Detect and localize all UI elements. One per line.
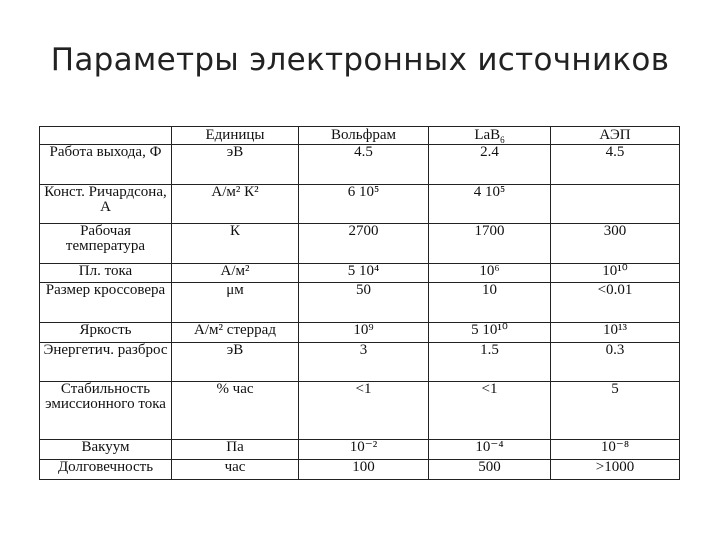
table-row	[40, 145, 680, 185]
header-lab6-base: LaB	[474, 127, 501, 143]
aep-cell: 300	[551, 224, 680, 264]
aep-cell: 5	[551, 382, 680, 440]
param-cell: Работа выхода, Ф	[40, 145, 172, 185]
tungsten-cell: 3	[299, 342, 429, 382]
param-cell: Рабочая температура	[40, 224, 172, 264]
table-row	[40, 460, 680, 480]
unit-cell: Па	[172, 440, 299, 460]
table-row	[40, 283, 680, 323]
param-cell: Энергетич. разброс	[40, 342, 172, 382]
param-cell: Размер кроссовера	[40, 283, 172, 323]
unit-cell: % час	[172, 382, 299, 440]
lab6-cell: 5 10¹⁰	[429, 322, 551, 342]
aep-cell: 10⁻⁸	[551, 440, 680, 460]
header-tungsten: Вольфрам	[299, 127, 429, 145]
aep-cell: >1000	[551, 460, 680, 480]
unit-cell: К	[172, 224, 299, 264]
unit-cell: А/м²	[172, 263, 299, 283]
lab6-cell: 10	[429, 283, 551, 323]
parameters-table	[39, 126, 680, 480]
unit-cell: μм	[172, 283, 299, 323]
header-lab6-subscript: 6	[500, 135, 505, 145]
unit-cell: час	[172, 460, 299, 480]
lab6-cell: <1	[429, 382, 551, 440]
param-cell: Долговечность	[40, 460, 172, 480]
tungsten-cell: 5 10⁴	[299, 263, 429, 283]
lab6-cell: 1.5	[429, 342, 551, 382]
unit-cell: А/м² стеррад	[172, 322, 299, 342]
header-aep: АЭП	[551, 127, 680, 145]
tungsten-cell: <1	[299, 382, 429, 440]
table-row	[40, 322, 680, 342]
param-cell: Конст. Ричардсона, А	[40, 184, 172, 224]
lab6-cell: 4 10⁵	[429, 184, 551, 224]
tungsten-cell: 100	[299, 460, 429, 480]
header-units: Единицы	[172, 127, 299, 145]
tungsten-cell: 10⁹	[299, 322, 429, 342]
param-cell: Яркость	[40, 322, 172, 342]
table-row	[40, 184, 680, 224]
param-cell: Пл. тока	[40, 263, 172, 283]
tungsten-cell: 4.5	[299, 145, 429, 185]
table-row	[40, 224, 680, 264]
aep-cell: 10¹³	[551, 322, 680, 342]
table-row	[40, 440, 680, 460]
param-cell: Вакуум	[40, 440, 172, 460]
aep-cell: 10¹⁰	[551, 263, 680, 283]
tungsten-cell: 2700	[299, 224, 429, 264]
lab6-cell: 10⁻⁴	[429, 440, 551, 460]
tungsten-cell: 50	[299, 283, 429, 323]
tungsten-cell: 10⁻²	[299, 440, 429, 460]
param-cell: Стабильность эмиссионного тока	[40, 382, 172, 440]
lab6-cell: 1700	[429, 224, 551, 264]
table-row	[40, 263, 680, 283]
table-row	[40, 342, 680, 382]
lab6-cell: 10⁶	[429, 263, 551, 283]
tungsten-cell: 6 10⁵	[299, 184, 429, 224]
lab6-cell: 500	[429, 460, 551, 480]
unit-cell: эВ	[172, 342, 299, 382]
lab6-cell: 2.4	[429, 145, 551, 185]
unit-cell: эВ	[172, 145, 299, 185]
aep-cell: 4.5	[551, 145, 680, 185]
aep-cell	[551, 184, 680, 224]
header-parameter	[40, 127, 172, 145]
aep-cell: <0.01	[551, 283, 680, 323]
aep-cell: 0.3	[551, 342, 680, 382]
header-lab6	[429, 127, 551, 145]
slide-title: Параметры электронных источников	[50, 42, 670, 78]
unit-cell: А/м² К²	[172, 184, 299, 224]
table-row	[40, 382, 680, 440]
table-header-row	[40, 127, 680, 145]
